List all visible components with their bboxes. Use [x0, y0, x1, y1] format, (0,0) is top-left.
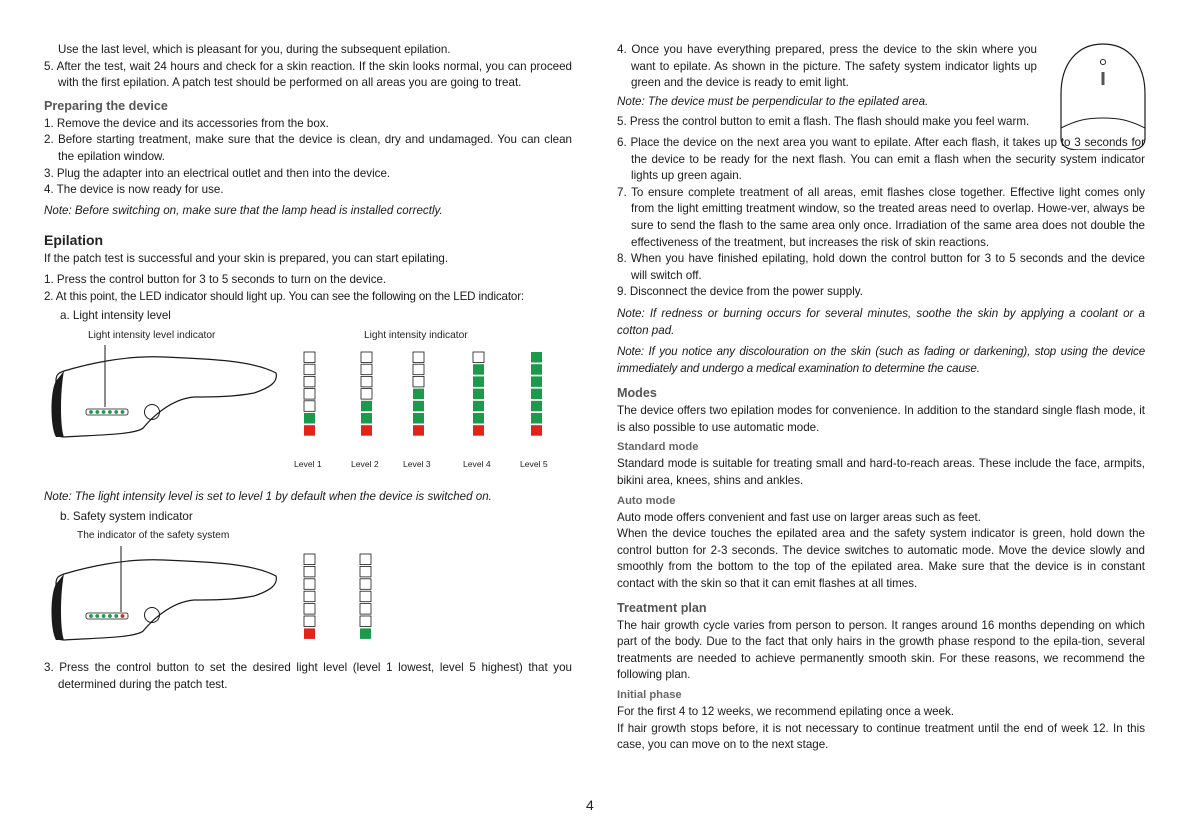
modes-heading: Modes	[617, 386, 657, 401]
intensity-cell	[361, 364, 372, 375]
safety-cell	[304, 566, 315, 577]
initial-phase-text-1: For the first 4 to 12 weeks, we recommend epilating once a week.	[617, 705, 955, 718]
led-strip	[89, 614, 124, 618]
device-body-outline	[56, 560, 276, 640]
device-illustration-2	[44, 526, 572, 658]
intensity-cell	[473, 401, 484, 412]
led-dot	[102, 410, 106, 414]
safety-cell	[304, 616, 315, 627]
intensity-cell	[361, 388, 372, 399]
light-intensity-level-indicator-label: Light intensity level indicator	[88, 329, 216, 341]
initial-phase-text-2: If hair growth stops before, it is not necessary to continue treatment until the end of week 12. In this case, you can move on to the next stage.	[617, 721, 1145, 752]
intensity-cell	[413, 401, 424, 412]
safety-cell	[360, 628, 371, 639]
safety-cell	[304, 628, 315, 639]
device-lamp-head	[52, 574, 65, 640]
device-lamp-head	[52, 371, 65, 437]
level-5-label: Level 5	[520, 458, 548, 469]
safety-cell	[304, 591, 315, 602]
level-2-label: Level 2	[351, 458, 379, 469]
intensity-cell	[531, 352, 542, 363]
patch-test-step-5: 5. After the test, wait 24 hours and check for a skin reaction. If the skin looks normal, you can proceed with the first epilation. A patch test should be performed on all areas you are going to treat.	[44, 59, 572, 90]
safety-cell	[304, 554, 315, 565]
sub-b-label: b. Safety system indicator	[60, 510, 193, 524]
device-on-skin-illustration	[1057, 42, 1149, 150]
preparing-step-4: 4. The device is now ready for use.	[44, 183, 224, 197]
control-button	[145, 404, 160, 419]
preparing-step-1: 1. Remove the device and its accessories from the box.	[44, 116, 329, 130]
led-dot	[95, 410, 99, 414]
intensity-cell	[531, 413, 542, 424]
standard-mode-text: Standard mode is suitable for treating small and hard-to-reach areas. These include the face, armpits, bikini area, knees, shins and ankles.	[617, 457, 1145, 488]
intensity-cell	[413, 388, 424, 399]
intensity-cell	[304, 352, 315, 363]
modes-intro: The device offers two epilation modes for convenience. In addition to the standard single flash mode, it is also possible to use automatic mode.	[617, 404, 1145, 434]
light-intensity-figure	[44, 325, 572, 485]
discolouration-note: Note: If you notice any discolouration on the skin (such as fading or darkening), stop using the device immediately and undergo a medical examination to determine the cause.	[617, 345, 1145, 375]
right-column	[617, 42, 1145, 754]
led-dot	[102, 614, 106, 618]
preparing-note: Note: Before switching on, make sure that the lamp head is installed correctly.	[44, 203, 443, 217]
intensity-cell	[473, 413, 484, 424]
intensity-level-bars	[304, 352, 542, 436]
sub-a-label: a. Light intensity level	[60, 309, 171, 323]
auto-mode-text-1: Auto mode offers convenient and fast use on larger areas such as feet.	[617, 510, 981, 524]
led-dot	[121, 614, 125, 618]
safety-cell	[360, 554, 371, 565]
device-top-view-outline	[1061, 44, 1145, 150]
step-9: 9. Disconnect the device from the power supply.	[617, 285, 863, 299]
epilation-step-3: 3. Press the control button to set the desired light level (level 1 lowest, level 5 highest) that you determined during the patch test.	[44, 660, 572, 691]
led-strip	[89, 410, 124, 414]
level-1-label: Level 1	[294, 458, 322, 469]
intensity-cell	[473, 425, 484, 436]
light-intensity-indicator-label: Light intensity indicator	[364, 329, 468, 341]
safety-cell	[304, 579, 315, 590]
left-column	[44, 42, 572, 693]
step-5: 5. Press the control button to emit a flash. The flash should make you feel warm.	[617, 115, 1030, 129]
intensity-cell	[304, 425, 315, 436]
led-slot	[1102, 72, 1105, 85]
indicator-dot	[1100, 59, 1105, 64]
intensity-cell	[361, 401, 372, 412]
step-4: 4. Once you have everything prepared, press the device to the skin where you want to epilate. As shown in the picture. The safety system indicator lights up green and the device is ready to emit light.	[617, 43, 1037, 90]
led-dot	[108, 410, 112, 414]
led-dot	[114, 614, 118, 618]
intensity-cell	[531, 364, 542, 375]
safety-indicator-figure	[44, 526, 572, 658]
intensity-cell	[304, 401, 315, 412]
step-6: 6. Place the device on the next area you want to epilate. After each flash, it takes up to 3 seconds for the device to be ready for the next flash. You can emit a flash when the security system indicator lights up green again.	[617, 135, 1145, 183]
safety-bars	[304, 554, 371, 639]
safety-cell	[360, 616, 371, 627]
intensity-cell	[413, 376, 424, 387]
intensity-cell	[361, 425, 372, 436]
step-4-block	[617, 42, 1145, 131]
preparing-heading: Preparing the device	[44, 98, 168, 113]
auto-mode-text-2: When the device touches the epilated area and the safety system indicator is green, hold down the control button for 2-3 seconds. The device switches to automatic mode. Move the device slowly and smoothly from the bottom to the top of the epilated area. Make sure that the device is in constant contact with the skin so that it can emit flashes at all times.	[617, 527, 1145, 591]
intensity-cell	[531, 388, 542, 399]
treatment-plan-heading: Treatment plan	[617, 600, 707, 615]
initial-phase-heading: Initial phase	[617, 689, 682, 701]
treatment-plan-text: The hair growth cycle varies from person to person. It ranges around 16 months depending on which part of the body. Due to the fact that only hairs in the growth phase respond to the epila-tion, several treatments are needed to achieve permanently smooth skin. For these reasons, we recommend the following plan.	[617, 618, 1145, 682]
intensity-cell	[413, 425, 424, 436]
skin-contact-line	[1061, 118, 1145, 128]
device-body-outline	[56, 356, 276, 436]
epilation-intro: If the patch test is successful and your skin is prepared, you can start epilating.	[44, 252, 449, 266]
step-7: 7. To ensure complete treatment of all areas, emit flashes close together. Effective light comes only from the light emitting treatment window, so the treated areas need to overlap. Howe-ver, always be sure to send the flash to the same area only once. Irradiation of the same area does not double the effectiveness of the treatment, but increases the risk of skin reactions.	[617, 185, 1145, 249]
perpendicular-note: Note: The device must be perpendicular to the epilated area.	[617, 94, 929, 108]
intensity-cell	[413, 413, 424, 424]
led-dot	[121, 410, 125, 414]
level-4-label: Level 4	[463, 458, 491, 469]
epilation-step-1: 1. Press the control button for 3 to 5 seconds to turn on the device.	[44, 272, 387, 286]
intensity-cell	[361, 413, 372, 424]
intensity-cell	[413, 364, 424, 375]
page-number: 4	[586, 797, 594, 813]
intensity-cell	[304, 376, 315, 387]
safety-cell	[360, 579, 371, 590]
preparing-step-2: 2. Before starting treatment, make sure that the device is clean, dry and undamaged. You can clean the epilation window.	[44, 133, 572, 163]
intensity-cell	[413, 352, 424, 363]
redness-note: Note: If redness or burning occurs for several minutes, soothe the skin by applying a coolant or a cotton pad.	[617, 306, 1145, 337]
safety-cell	[360, 591, 371, 602]
intensity-cell	[361, 352, 372, 363]
led-dot	[89, 614, 93, 618]
level-note: Note: The light intensity level is set to level 1 by default when the device is switched on.	[44, 489, 492, 503]
intensity-cell	[473, 352, 484, 363]
led-dot	[95, 614, 99, 618]
intensity-cell	[473, 388, 484, 399]
auto-mode-heading: Auto mode	[617, 494, 676, 507]
epilation-heading: Epilation	[44, 232, 104, 249]
standard-mode-heading: Standard mode	[617, 441, 699, 454]
intensity-cell	[531, 401, 542, 412]
control-button	[145, 607, 160, 622]
step-8: 8. When you have finished epilating, hold down the control button for 3 to 5 seconds and the device will switch off.	[617, 252, 1145, 282]
safety-system-indicator-label: The indicator of the safety system	[77, 529, 230, 541]
intensity-cell	[304, 364, 315, 375]
intensity-cell	[361, 376, 372, 387]
intensity-cell	[531, 376, 542, 387]
level-3-label: Level 3	[403, 458, 431, 469]
intensity-cell	[304, 388, 315, 399]
intensity-cell	[304, 413, 315, 424]
led-dot	[114, 410, 118, 414]
intro-line: Use the last level, which is pleasant for you, during the subsequent epilation.	[58, 43, 451, 56]
led-dot	[89, 410, 93, 414]
safety-cell	[304, 604, 315, 615]
intensity-cell	[473, 364, 484, 375]
safety-cell	[360, 566, 371, 577]
epilation-step-2: 2. At this point, the LED indicator should light up. You can see the following on the LED indicator:	[44, 289, 524, 303]
intensity-cell	[473, 376, 484, 387]
preparing-step-3: 3. Plug the adapter into an electrical outlet and then into the device.	[44, 166, 391, 180]
safety-cell	[360, 604, 371, 615]
intensity-cell	[531, 425, 542, 436]
led-dot	[108, 614, 112, 618]
